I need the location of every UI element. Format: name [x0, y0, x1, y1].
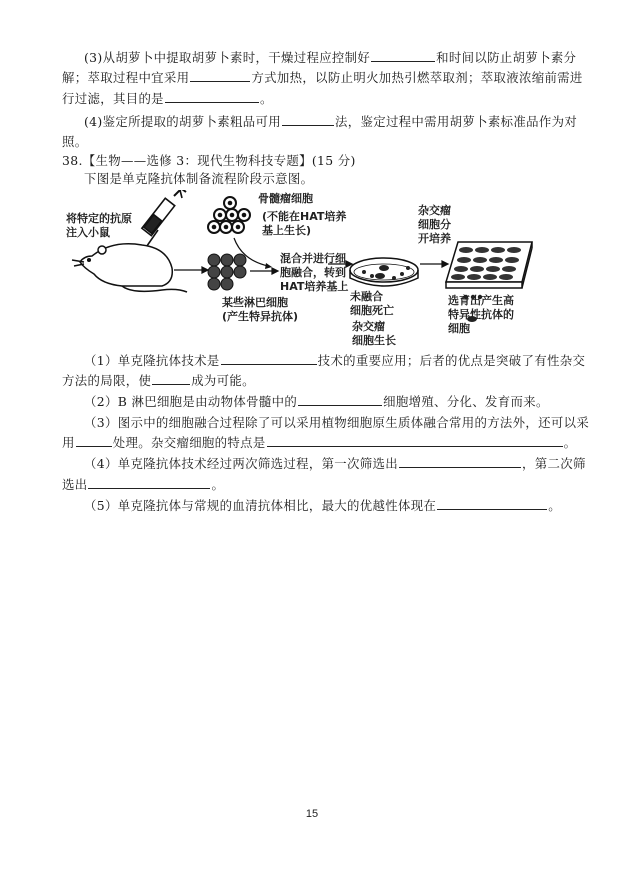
text: 将特定的抗原	[66, 212, 132, 225]
text: 未融合	[350, 290, 383, 303]
hybridoma-grow-label	[352, 320, 396, 348]
text: (4)鉴定所提取的胡萝卜素粗品可用	[84, 114, 281, 129]
inject-antigen-label	[66, 212, 132, 240]
lymphocyte-cells-icon	[208, 254, 246, 290]
text: 成为可能。	[191, 373, 255, 388]
text: 细胞增殖、分化、发育而来。	[383, 394, 549, 409]
text: 和时间以防止胡萝卜素分	[436, 50, 577, 65]
text: 杂交瘤	[418, 204, 451, 217]
text: 处理。杂交瘤细胞的特点是	[112, 435, 266, 450]
mouse-icon	[72, 244, 187, 292]
fusion-label	[280, 252, 348, 294]
q4-line-2	[62, 131, 574, 152]
selected-cells-label	[448, 294, 514, 336]
q4-line-1	[84, 453, 586, 474]
text: (3)从胡萝卜中提取胡萝卜素时，干燥过程应控制好	[84, 50, 371, 65]
text: 技术的重要应用；后者的优点是突破了有性杂交	[317, 353, 586, 368]
text: （3）图示中的细胞融合过程除了可以采用植物细胞原生质体融合常用的方法外，还可以采	[84, 415, 590, 430]
text: (产生特异抗体)	[222, 310, 299, 323]
text: ，第二次筛	[522, 456, 586, 471]
text: 选育出产生高	[448, 294, 514, 307]
text: 方式加热，以防止明火加热引燃萃取剂；萃取液浓缩前需进	[251, 70, 583, 85]
text: 行过滤，其目的是	[62, 91, 164, 106]
text: 法，鉴定过程中需用胡萝卜素标准品作为对	[334, 114, 578, 129]
q3-line-3	[62, 88, 574, 109]
text: 。	[563, 435, 577, 450]
answer-blank[interactable]	[152, 372, 190, 385]
unfused-cells-label	[350, 290, 394, 318]
q5-line	[84, 495, 574, 516]
text: (不能在HAT培养	[262, 210, 347, 223]
text: 杂交瘤	[352, 320, 385, 333]
q1-line-2	[62, 370, 574, 391]
text: 。	[548, 498, 561, 513]
answer-blank[interactable]	[399, 455, 521, 468]
text: 选出	[62, 477, 88, 492]
text: （5）单克隆抗体与常规的血清抗体相比，最大的优越性体现在	[84, 498, 437, 513]
text: 解；萃取过程中宜采用	[62, 70, 190, 85]
text: 细胞死亡	[350, 304, 394, 317]
hybridoma-separate-label	[418, 204, 451, 246]
q3-line-2	[62, 67, 583, 88]
answer-blank[interactable]	[437, 497, 547, 510]
monoclonal-antibody-diagram	[62, 190, 582, 350]
text: HAT培养基上	[280, 280, 349, 293]
q1-line-1	[84, 350, 586, 371]
text: 注入小鼠	[66, 226, 110, 239]
text: （2）B 淋巴细胞是由动物体骨髓中的	[84, 394, 298, 409]
text: 用	[62, 435, 75, 450]
answer-blank[interactable]	[88, 476, 210, 489]
q2-line	[84, 391, 574, 412]
text: 胞融合，转到	[280, 266, 346, 279]
text: 。	[211, 477, 225, 492]
q3-line-1	[84, 412, 590, 433]
text: 基上生长)	[262, 224, 312, 237]
question-38-intro: 下图是单克隆抗体制备流程阶段示意图。	[84, 171, 314, 186]
answer-blank[interactable]	[371, 49, 435, 62]
page-number: 15	[305, 808, 319, 820]
q4-line-1	[84, 111, 578, 132]
text: （1）单克隆抗体技术是	[84, 353, 220, 368]
text: 混合并进行细	[280, 252, 346, 265]
myeloma-note	[262, 210, 346, 238]
text: （4）单克隆抗体技术经过两次筛选过程，第一次筛选出	[84, 456, 399, 471]
answer-blank[interactable]	[165, 90, 259, 103]
myeloma-label: 骨髓瘤细胞	[258, 192, 313, 205]
text: 照。	[62, 134, 88, 149]
lymphocyte-label	[222, 296, 298, 324]
text: 细胞分	[418, 218, 451, 231]
text: 开培养	[418, 232, 451, 245]
q3-line-1	[84, 47, 577, 68]
text: 细胞	[448, 322, 470, 335]
petri-dish-icon	[350, 258, 418, 286]
text: 细胞生长	[352, 334, 396, 347]
answer-blank[interactable]	[221, 352, 317, 365]
answer-blank[interactable]	[267, 434, 563, 447]
answer-blank[interactable]	[282, 113, 334, 126]
text: 。	[259, 91, 273, 106]
q4-line-2	[62, 474, 574, 495]
answer-blank[interactable]	[298, 393, 382, 406]
text: 方法的局限，使	[62, 373, 152, 388]
answer-blank[interactable]	[76, 434, 112, 447]
text: 特异性抗体的	[448, 308, 514, 321]
question-38-header: 38.【生物——选修 3：现代生物科技专题】(15 分)	[62, 153, 356, 168]
answer-blank[interactable]	[190, 69, 250, 82]
text: 某些淋巴细胞	[222, 296, 288, 309]
q3-line-2	[62, 432, 577, 453]
